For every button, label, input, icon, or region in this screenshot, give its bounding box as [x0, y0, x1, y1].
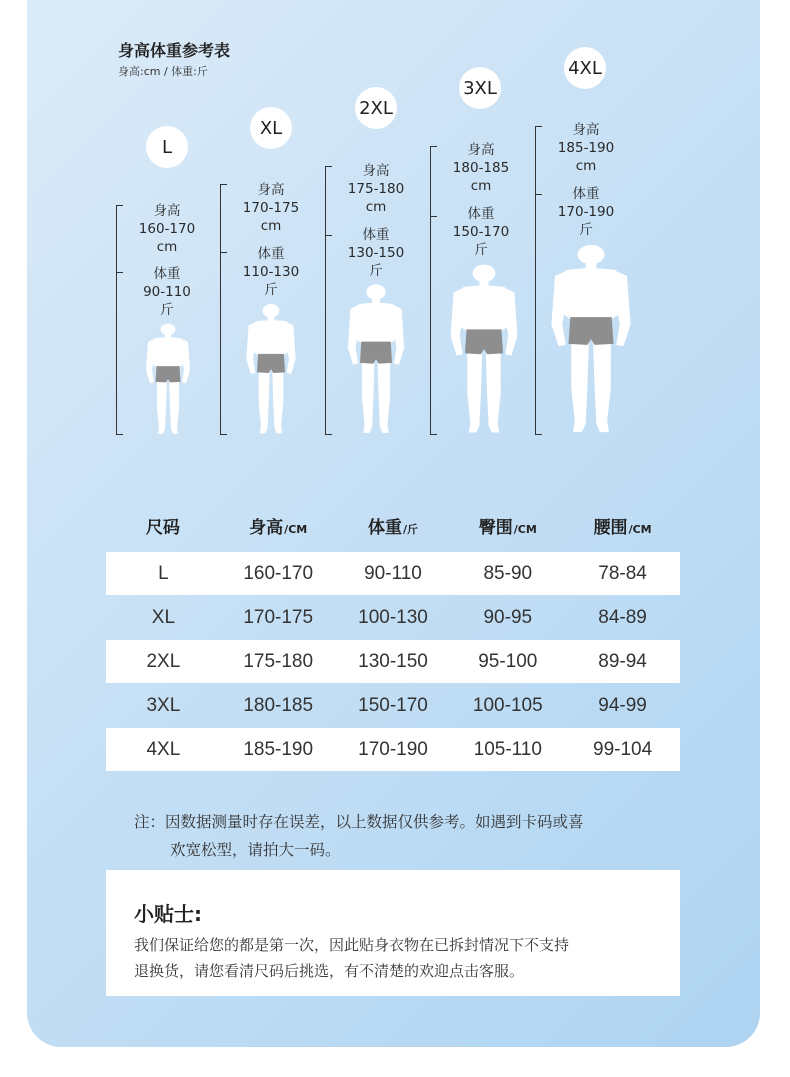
height-bracket — [325, 166, 326, 435]
table-cell: 85-90 — [483, 562, 533, 584]
height-measure: 身高 185-190 cm — [557, 122, 615, 174]
table-cell: 99-104 — [593, 738, 653, 760]
table-cell: 89-94 — [598, 650, 647, 672]
table-cell: XL — [151, 606, 176, 628]
table-cell: 130-150 — [358, 650, 428, 672]
size-badge: 3XL — [459, 67, 501, 109]
tips-line-2: 退换货，请您看清尺码后挑选，有不清楚的欢迎点击客服。 — [134, 962, 525, 980]
height-bracket — [535, 126, 536, 435]
col-header-hip: 臀围 /CM — [478, 518, 537, 538]
table-cell: 170-190 — [358, 738, 428, 760]
height-measure: 身高 160-170 cm — [138, 203, 196, 255]
measurement-note — [134, 808, 664, 864]
height-measure: 身高 180-185 cm — [452, 142, 510, 194]
weight-measure: 体重 150-170 斤 — [452, 206, 510, 258]
size-badge: XL — [250, 107, 292, 149]
col-header-weight: 体重 /斤 — [367, 518, 418, 538]
size-badge: 4XL — [564, 47, 606, 89]
table-cell: 105-110 — [473, 738, 542, 760]
table-row — [106, 684, 680, 727]
table-cell: 94-99 — [598, 694, 647, 716]
table-cell: 84-89 — [598, 606, 647, 628]
body-figure-icon — [243, 302, 299, 436]
tips-box — [106, 870, 680, 996]
tips-title: 小贴士: — [134, 902, 202, 926]
col-header-waist: 腰围 /CM — [593, 518, 652, 538]
table-cell: 95-100 — [478, 650, 538, 672]
weight-measure: 体重 110-130 斤 — [242, 246, 300, 298]
height-bracket — [116, 205, 117, 435]
weight-measure: 体重 130-150 斤 — [347, 227, 405, 279]
table-cell: 170-175 — [243, 606, 314, 628]
table-cell: 2XL — [146, 650, 181, 672]
col-header-size: 尺码 — [145, 518, 180, 538]
weight-measure: 体重 90-110 斤 — [143, 266, 191, 318]
body-figure-icon — [344, 282, 408, 436]
table-cell: 90-110 — [364, 562, 422, 584]
tips-line-1: 我们保证给您的都是第一次，因此贴身衣物在已拆封情况下不支持 — [134, 936, 570, 954]
table-cell: 180-185 — [243, 694, 314, 716]
size-badge: 2XL — [355, 87, 397, 129]
body-figure-icon — [546, 242, 636, 436]
table-cell: L — [158, 562, 169, 584]
col-header-height: 身高 /CM — [249, 518, 308, 538]
chart-subtitle: 身高:cm / 体重:斤 — [118, 65, 208, 78]
table-cell: 150-170 — [358, 694, 428, 716]
table-cell: 100-105 — [472, 694, 543, 716]
height-bracket — [430, 146, 431, 435]
bracket-tick — [430, 434, 437, 435]
table-cell: 175-180 — [243, 650, 314, 672]
height-measure: 身高 175-180 cm — [347, 163, 405, 215]
body-figure-icon — [143, 322, 193, 436]
bracket-tick — [220, 434, 227, 435]
table-row — [106, 640, 680, 683]
table-cell: 4XL — [146, 738, 181, 760]
table-row — [106, 596, 680, 639]
height-measure: 身高 170-175 cm — [242, 182, 300, 234]
chart-title: 身高体重参考表 — [118, 41, 231, 60]
table-cell: 90-95 — [483, 606, 533, 628]
body-figure-icon — [446, 262, 522, 436]
table-row — [106, 552, 680, 595]
bracket-tick — [116, 434, 123, 435]
table-cell: 100-130 — [358, 606, 428, 628]
size-badge: L — [146, 126, 188, 168]
height-bracket — [220, 184, 221, 435]
table-header — [106, 513, 680, 543]
bracket-tick — [325, 434, 332, 435]
table-cell: 78-84 — [598, 562, 647, 584]
table-cell: 160-170 — [243, 562, 314, 584]
weight-measure: 体重 170-190 斤 — [557, 186, 615, 238]
table-cell: 185-190 — [243, 738, 314, 760]
note-line-1: 注：因数据测量时存在误差，以上数据仅供参考。如遇到卡码或喜 — [134, 813, 584, 831]
note-line-2: 欢宽松型，请拍大一码。 — [170, 841, 341, 859]
table-row — [106, 728, 680, 771]
bracket-tick — [535, 434, 542, 435]
table-cell: 3XL — [146, 694, 181, 716]
tips-body — [134, 932, 664, 984]
